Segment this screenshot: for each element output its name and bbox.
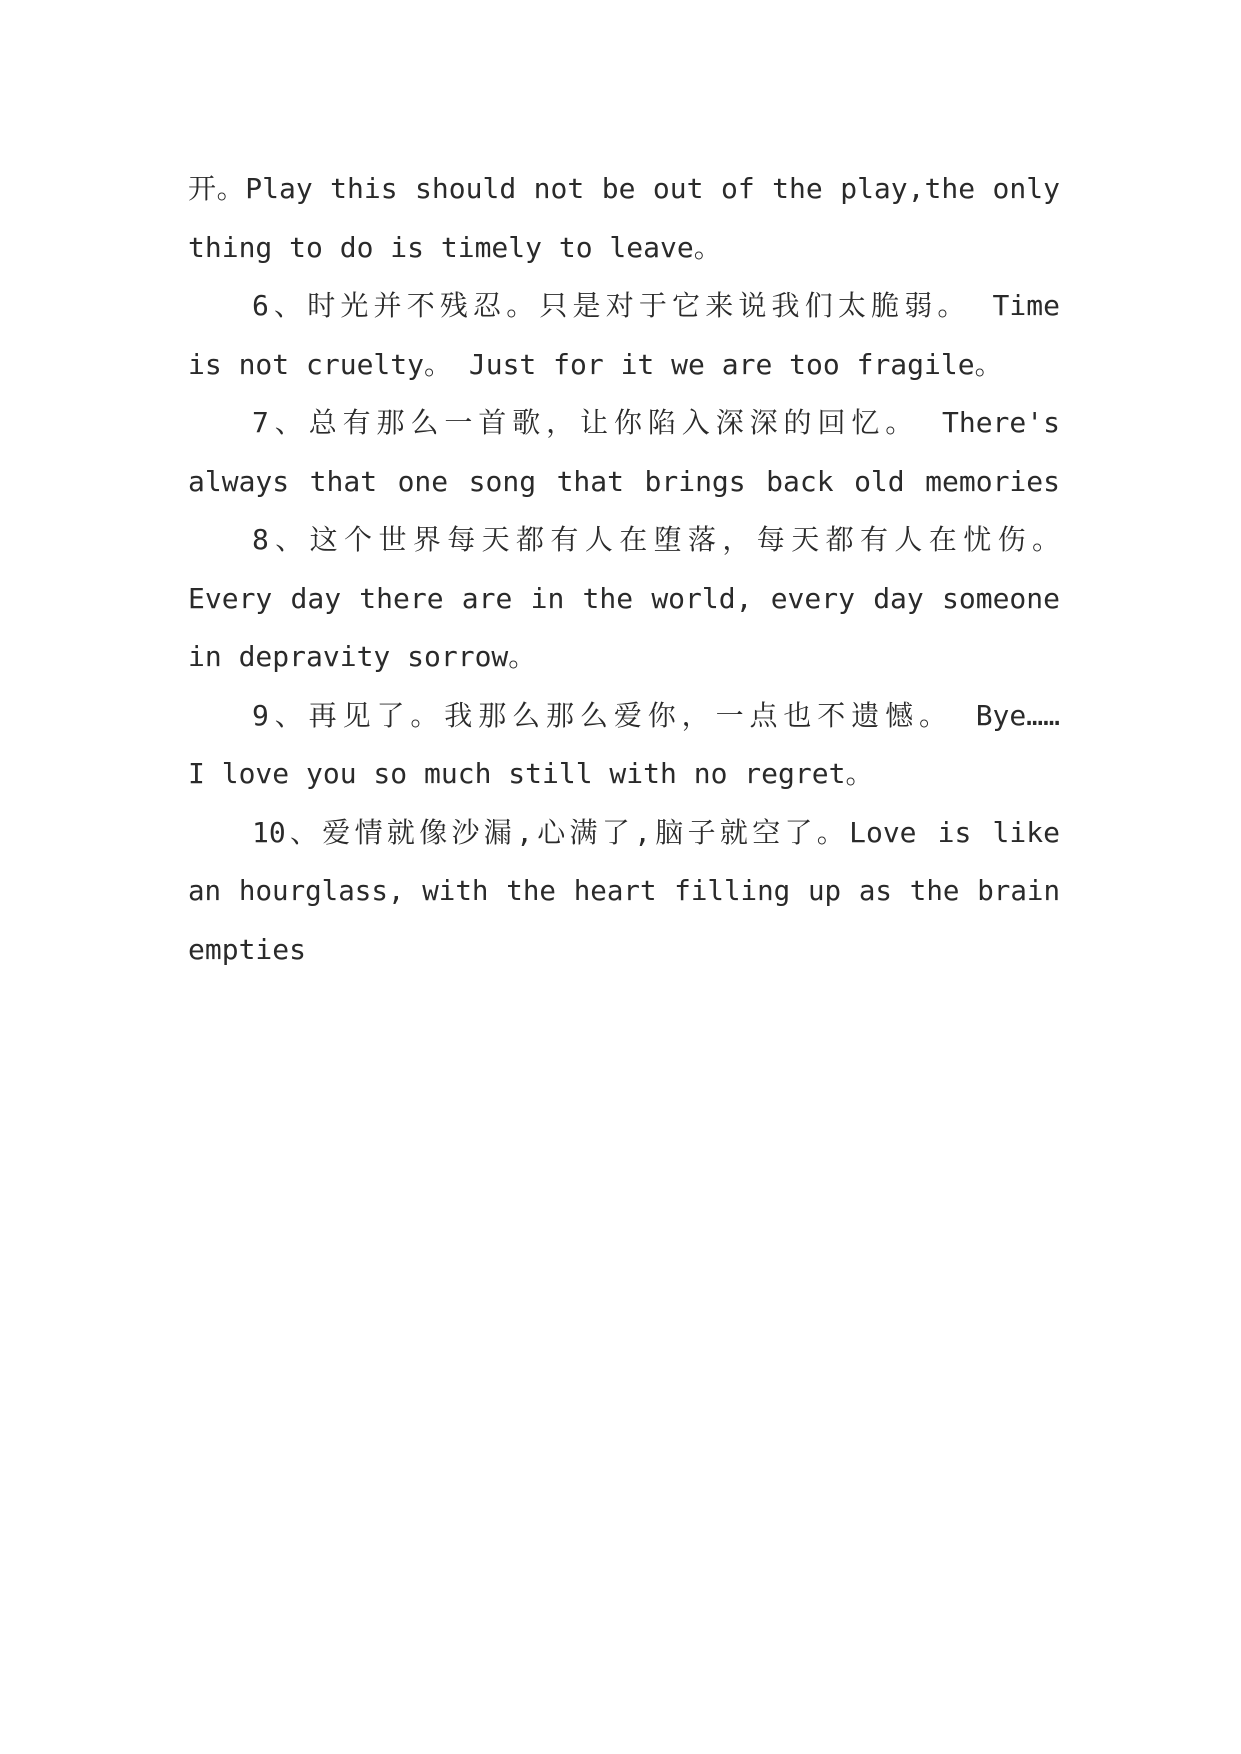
document-body — [188, 160, 1060, 979]
list-item-7: 7、总有那么一首歌，让你陷入深深的回忆。 There's — [252, 406, 1060, 439]
text-line: I love you so much still with no regret。 — [188, 757, 874, 790]
list-item-10: 10、爱情就像沙漏,心满了,脑子就空了。Love is like — [252, 815, 1060, 849]
text-line: always that one song that brings back old memories — [188, 464, 1060, 498]
text-line: thing to do is timely to leave。 — [188, 230, 722, 264]
text-line: is not cruelty。 Just for it we are too fragile。 — [188, 347, 1003, 381]
text-line: Every day there are in the world, every day someone — [188, 581, 1060, 615]
list-item-6: 6、时光并不残忍。只是对于它来说我们太脆弱。 Time — [252, 289, 1060, 322]
list-item-8: 8、这个世界每天都有人在堕落，每天都有人在忧伤。 — [252, 523, 1060, 556]
list-item-9: 9、再见了。我那么那么爱你，一点也不遗憾。 Bye…… — [252, 698, 1060, 732]
text-line: an hourglass, with the heart filling up as the brain — [188, 875, 1060, 907]
text-line: empties — [188, 932, 307, 966]
text-line: 开。Play this should not be out of the play,the only — [188, 172, 1060, 205]
text-line: in depravity sorrow。 — [188, 640, 537, 673]
